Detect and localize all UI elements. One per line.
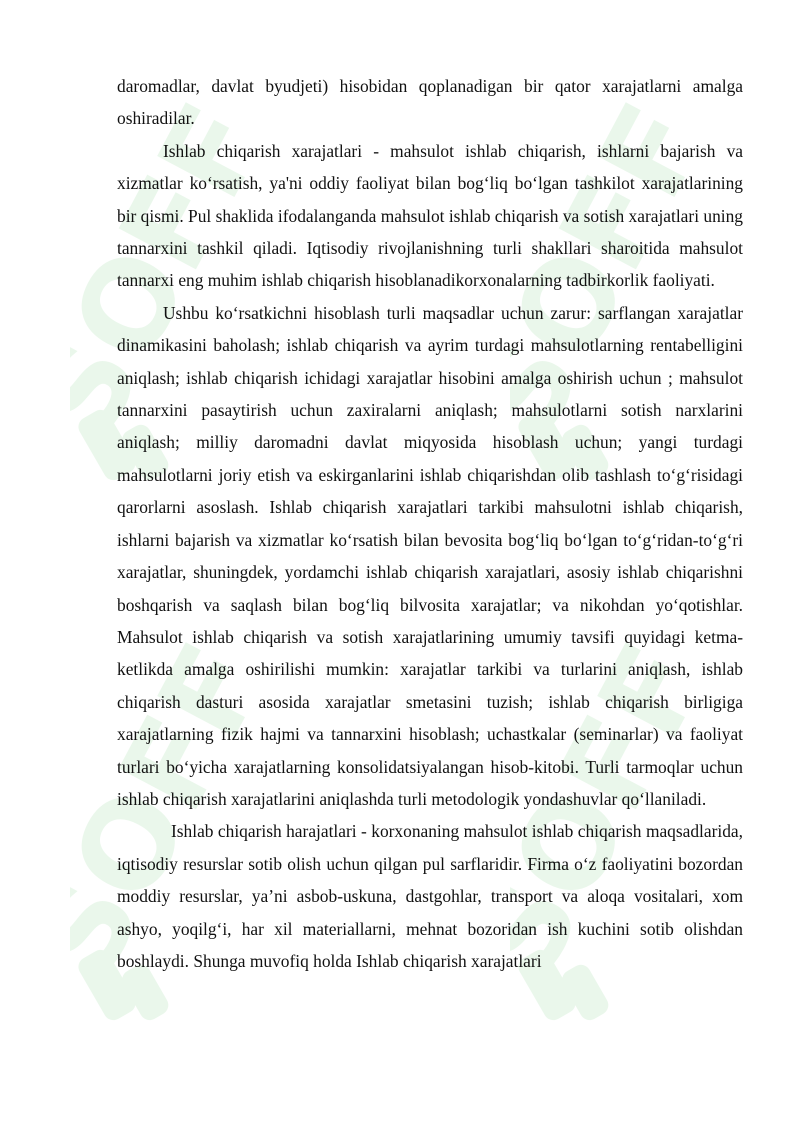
svg-text:SOFF: SOFF <box>70 622 294 1000</box>
svg-text:SOFF: SOFF <box>70 82 294 460</box>
document-page <box>117 70 743 977</box>
paragraph-production-costs-definition: Ishlab chiqarish xarajatlari - mahsulot ishlab chiqarish, ishlarni bajarish va xizmatlar ko‘rsatish, ya'ni oddiy faoliyat bilan bog‘liq bo‘lgan tashkilot xarajatlarining bir qismi. Pul shaklida ifodalanganda mahsulot ishlab chiqarish va sotish xarajatlari uning tannarxini tashkil qiladi. Iqtisodiy rivojlanishning turli shakllari sharoitida mahsulot tannarxi eng muhim ishlab chiqarish hisoblanadikorxonalarning tadbirkorlik faoliyati. <box>117 140 743 291</box>
svg-text:SOFF: SOFF <box>510 622 734 1000</box>
paragraph-indicator-purposes: Ushbu ko‘rsatkichni hisoblash turli maqsadlar uchun zarur: sarflangan xarajatlar dinamikasini baholash; ishlab chiqarish va ayrim turdagi mahsulotlarning rentabelligini aniqlash; ishlab chiqarish ichidagi xarajatlar hisobini amalga oshirish uchun ; mahsulot tannarxini pasaytirish uchun zaxiralarni aniqlash; mahsulotlarni sotish narxlarini aniqlash; milliy daromadni davlat miqyosida hisoblash uchun; yangi turdagi mahsulotlarni joriy etish va eskirganlarini ishlab chiqarishdan olib tashlash to‘g‘risidagi qarorlarni asoslash. Ishlab chiqarish xarajatlari tarkibi mahsulotni ishlab chiqarish, ishlarni bajarish va xizmatlar ko‘rsatish bilan bevosita bog‘liq bo‘lgan to‘g‘ridan-to‘g‘ri xarajatlar, shuningdek, yordamchi ishlab chiqarish xarajatlari, asosiy ishlab chiqarishni boshqarish va saqlash bilan bog‘liq bilvosita xarajatlar; va nikohdan yo‘qotishlar. Mahsulot ishlab chiqarish va sotish xarajatlarining umumiy tavsifi quyidagi ketma-ketlikda amalga oshirilishi mumkin: xarajatlar tarkibi va turlarini aniqlash, ishlab chiqarish dasturi asosida xarajatlar smetasini tuzish; ishlab chiqarish birligiga xarajatlarning fizik hajmi va tannarxini hisoblash; uchastkalar (seminarlar) va faoliyat turlari bo‘yicha xarajatlarning konsolidatsiyalangan hisob-kitobi. Turli tarmoqlar uchun ishlab chiqarish xarajatlarini aniqlashda turli metodologik yondashuvlar qo‘llaniladi. <box>117 302 743 809</box>
paragraph-production-expenses: Ishlab chiqarish harajatlari - korxonaning mahsulot ishlab chiqarish maqsadlarida, iqtisodiy resurslar sotib olish uchun qilgan pul sarflaridir. Firma o‘z faoliyatini bozordan moddiy resurslar, ya’ni asbob-uskuna, dastgohlar, transport va aloqa vositalari, xom ashyo, yoqilg‘i, har xil materiallarni, mehnat bozoridan ish kuchini sotib olishdan boshlaydi. Shunga muvofiq holda Ishlab chiqarish xarajatlari <box>117 821 743 971</box>
svg-text:SOFF: SOFF <box>510 82 734 460</box>
paragraph-continuation: daromadlar, davlat byudjeti) hisobidan qoplanadigan bir qator xarajatlarni amalga oshiradilar. <box>117 76 743 129</box>
